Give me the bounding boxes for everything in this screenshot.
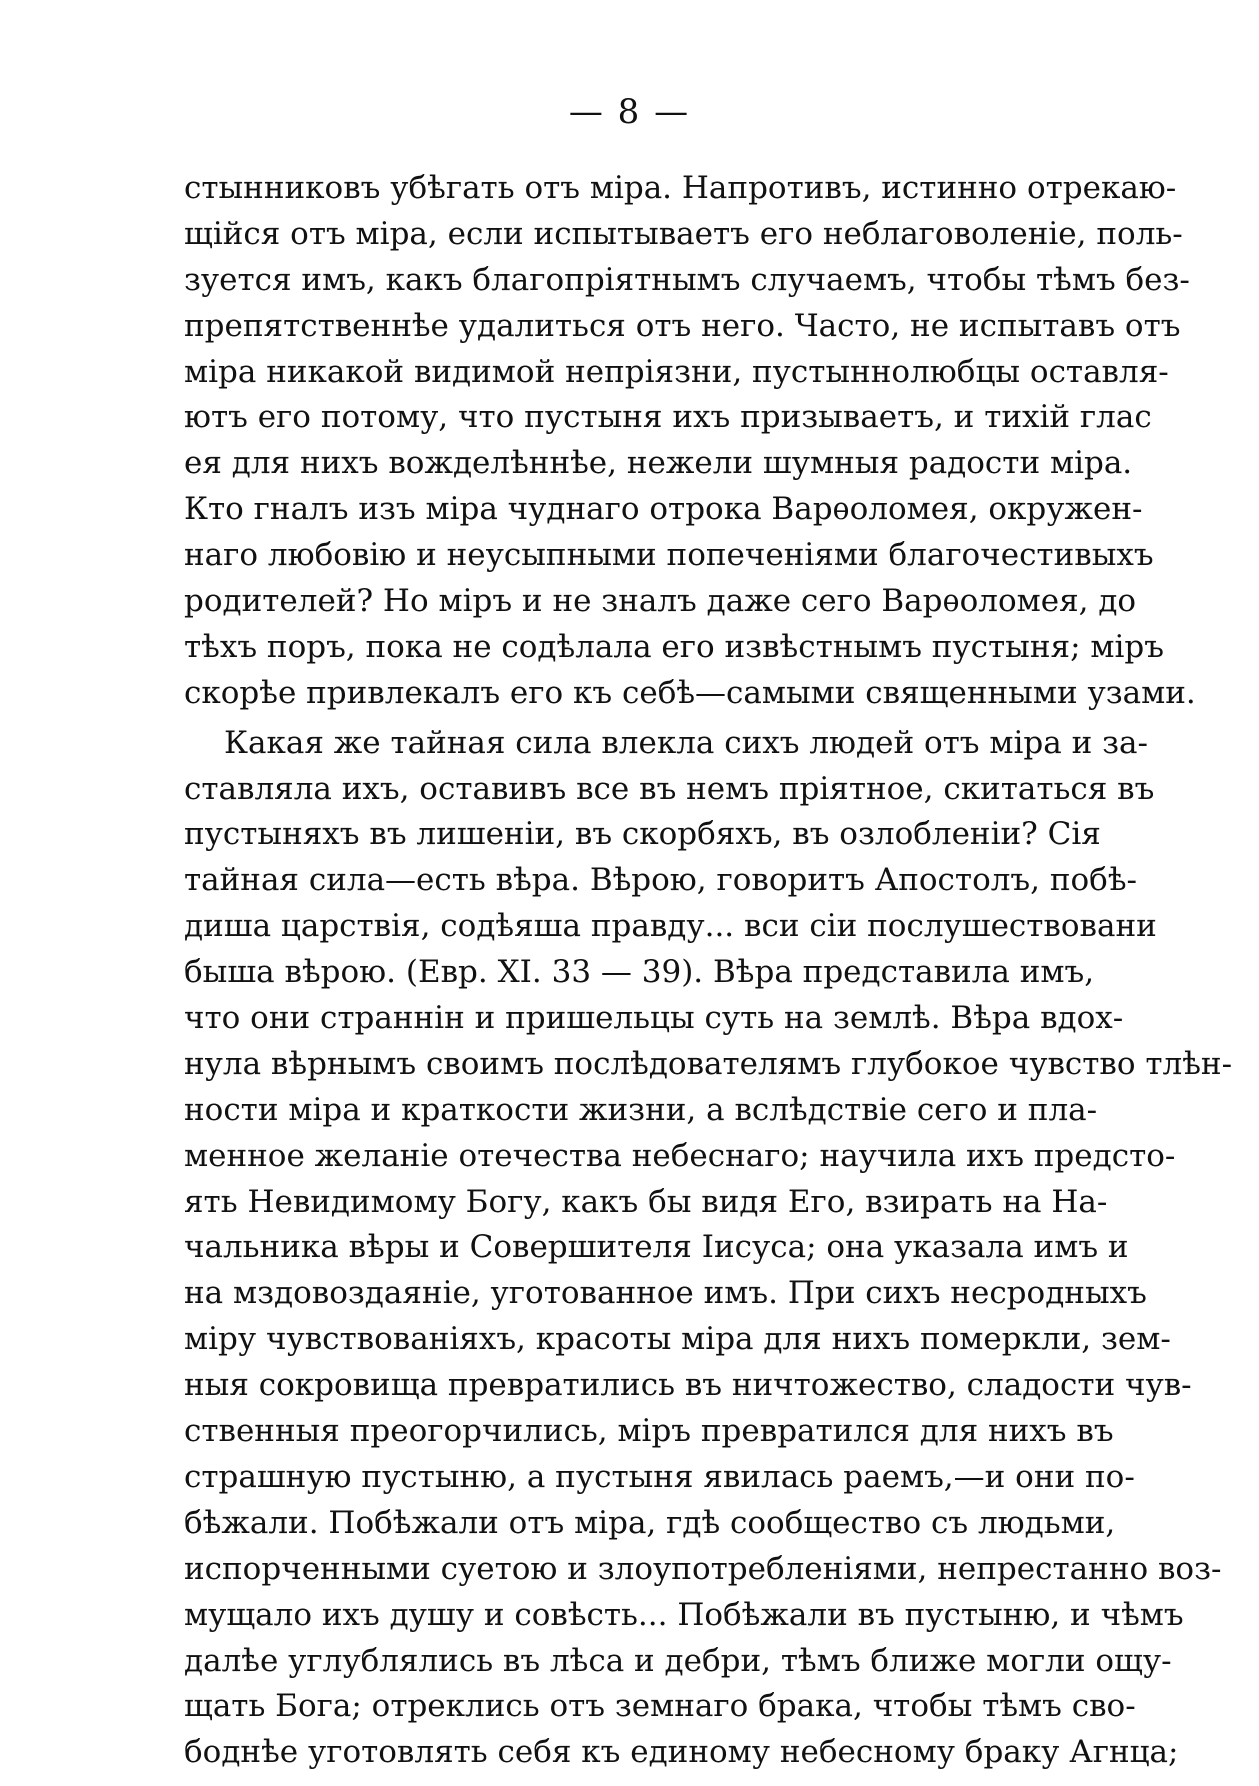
- text-line: тайная сила—есть вѣра. Вѣрою, говоритъ Апостолъ, побѣ-: [184, 862, 1138, 899]
- text-line: наго любовію и неусыпными попеченіями благочестивыхъ: [184, 537, 1154, 574]
- text-line: скорѣе привлекалъ его къ себѣ—самыми священными узами.: [184, 674, 1196, 711]
- text-line: бѣжали. Побѣжали отъ міра, гдѣ сообщество съ людьми,: [184, 1504, 1116, 1541]
- text-line: страшную пустыню, а пустыня явилась раемъ,—и они по-: [184, 1458, 1135, 1495]
- text-line: міру чувствованіяхъ, красоты міра для нихъ померкли, зем-: [184, 1321, 1171, 1358]
- text-line: ственныя преогорчились, міръ превратился для нихъ въ: [184, 1413, 1114, 1450]
- text-line: чальника вѣры и Совершителя Іисуса; она указала имъ и: [184, 1229, 1129, 1266]
- page-number: — 8 —: [568, 92, 691, 132]
- text-line: ставляла ихъ, оставивъ все въ немъ пріятное, скитаться въ: [184, 770, 1155, 807]
- text-line: на мздовоздаяніе, уготованное имъ. При сихъ несродныхъ: [184, 1275, 1147, 1312]
- text-line: міра никакой видимой непріязни, пустыннолюбцы оставля-: [184, 353, 1169, 390]
- text-line: стынниковъ убѣгать отъ міра. Напротивъ, истинно отрекаю-: [184, 170, 1177, 206]
- text-line: щійся отъ міра, если испытываетъ его неблаговоленіе, поль-: [184, 215, 1183, 252]
- text-line: мущало ихъ душу и совѣсть... Побѣжали въ пустыню, и чѣмъ: [184, 1596, 1184, 1633]
- text-line: нула вѣрнымъ своимъ послѣдователямъ глубокое чувство тлѣн-: [184, 1045, 1233, 1082]
- text-line: родителей? Но міръ и не зналъ даже сего Варѳоломея, до: [184, 583, 1137, 620]
- text-line: менное желаніе отечества небеснаго; научила ихъ предсто-: [184, 1137, 1176, 1174]
- paragraph-2: [184, 721, 1233, 1776]
- paragraph-1: [184, 166, 1196, 717]
- text-line: тѣхъ поръ, пока не содѣлала его извѣстнымъ пустыня; міръ: [184, 628, 1164, 665]
- text-line: ютъ его потому, что пустыня ихъ призываетъ, и тихій глас: [184, 399, 1152, 436]
- text-line: Кто гналъ изъ міра чуднаго отрока Варѳоломея, окружен-: [184, 491, 1143, 528]
- text-line: ности міра и краткости жизни, а вслѣдствіе сего и пла-: [184, 1091, 1098, 1128]
- text-line: что они страннін и пришельцы суть на землѣ. Вѣра вдох-: [184, 1000, 1124, 1037]
- text-line: Какая же тайная сила влекла сихъ людей отъ міра и за-: [224, 724, 1148, 761]
- text-line: препятственнѣе удалиться отъ него. Часто, не испытавъ отъ: [184, 307, 1181, 344]
- text-line: быша вѣрою. (Евр. XI. 33 — 39). Вѣра представила имъ,: [184, 954, 1095, 991]
- body-text: [184, 166, 1233, 1776]
- text-line: ять Невидимому Богу, какъ бы видя Его, взирать на На-: [184, 1183, 1108, 1220]
- text-line: пустыняхъ въ лишеніи, въ скорбяхъ, въ озлобленіи? Сія: [184, 816, 1101, 853]
- text-line: далѣе углублялись въ лѣса и дебри, тѣмъ ближе могли ощу-: [184, 1642, 1172, 1679]
- text-line: боднѣе уготовлять себя къ единому небесному браку Агнца;: [184, 1734, 1179, 1771]
- text-line: ея для нихъ вожделѣннѣе, нежели шумныя радости міра.: [184, 445, 1133, 482]
- text-line: диша царствія, содѣяша правду... вси сіи послушествовани: [184, 908, 1157, 945]
- text-line: щать Бога; отреклись отъ земнаго брака, чтобы тѣмъ сво-: [184, 1688, 1136, 1725]
- text-line: ныя сокровища превратились въ ничтожество, сладости чув-: [184, 1367, 1192, 1404]
- text-line: испорченными суетою и злоупотребленіями, непрестанно воз-: [184, 1550, 1222, 1587]
- text-line: зуется имъ, какъ благопріятнымъ случаемъ, чтобы тѣмъ без-: [184, 261, 1190, 298]
